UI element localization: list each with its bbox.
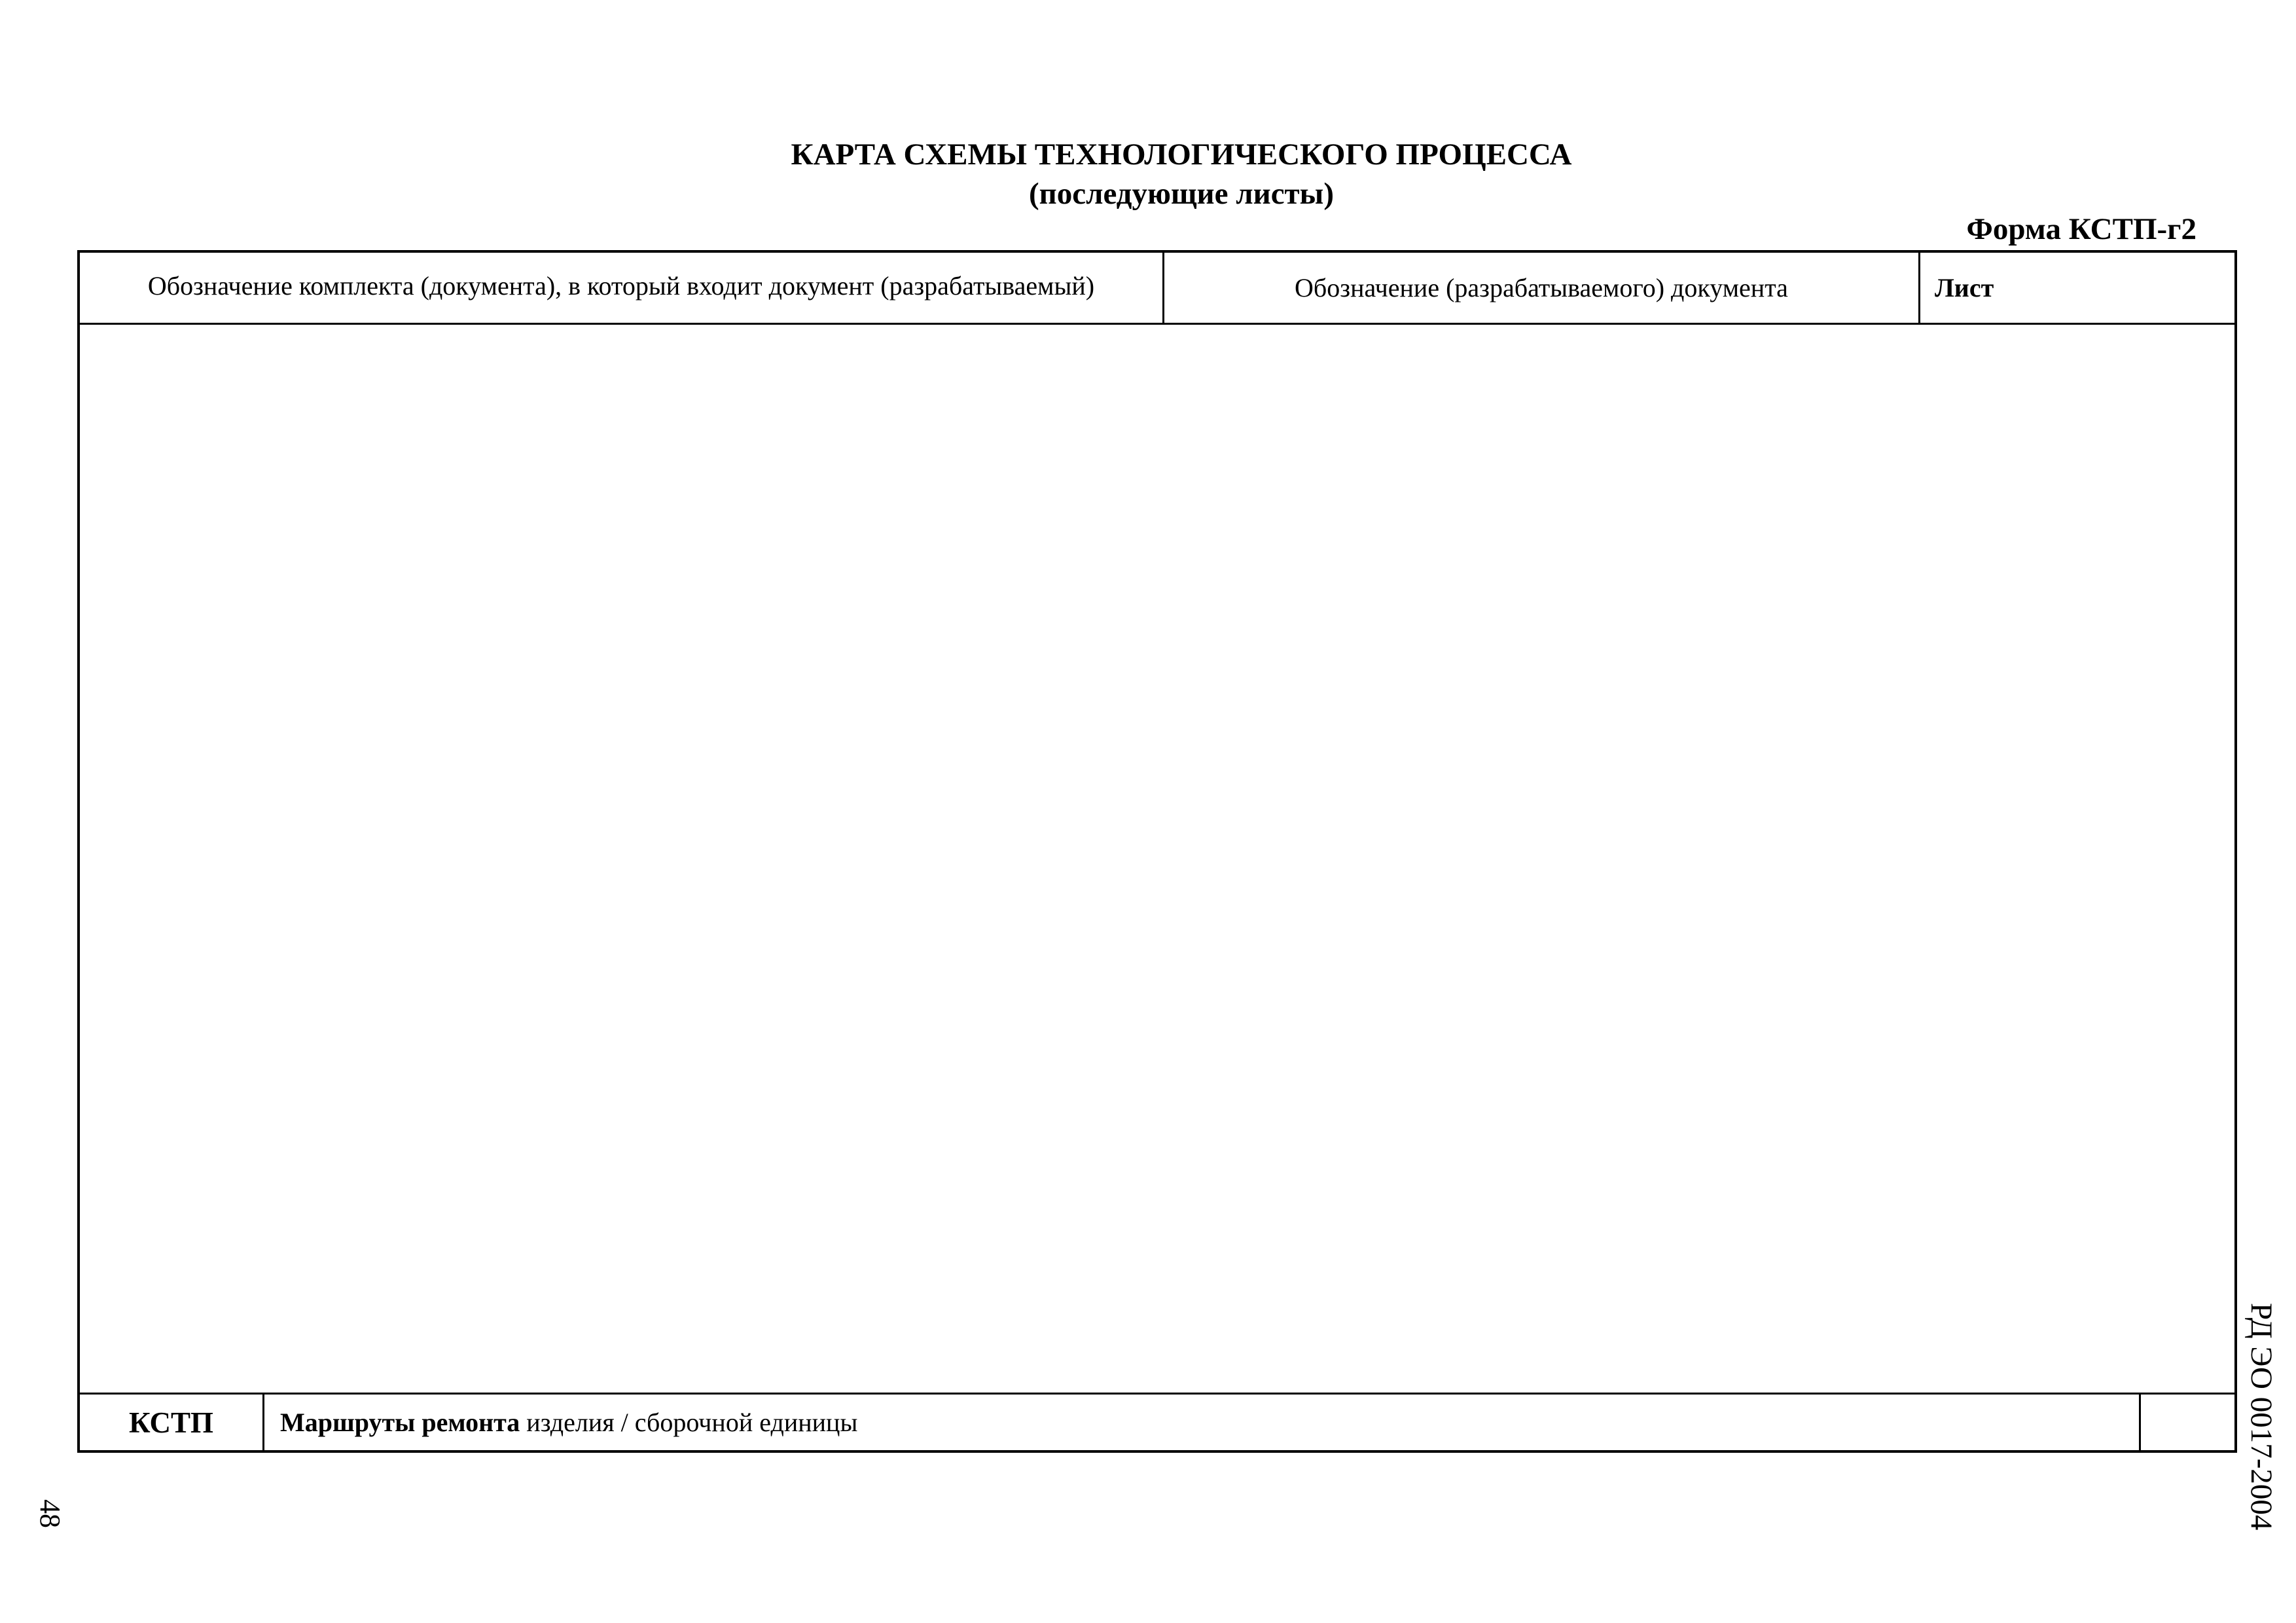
document-code-vertical: РД ЭО 0017-2004 [2244,1303,2278,1531]
footer-description [280,1407,857,1438]
form-label: Форма КСТП-г2 [1966,212,2197,246]
footer-description-rest: изделия / сборочной единицы [520,1408,858,1437]
header-sheet-cell [1920,253,2234,323]
header-row [80,253,2234,325]
form-frame [77,250,2237,1453]
header-document-label: Обозначение (разрабатываемого) документа [1295,273,1788,302]
page-number: 48 [34,1499,66,1528]
footer-row [80,1393,2234,1450]
header-document-cell [1164,253,1920,323]
footer-description-bold: Маршруты ремонта [280,1408,520,1437]
header-komplekt-label: Обозначение комплекта (документа), в который входит документ (разрабатываемый) [147,271,1095,301]
header-sheet-label: Лист [1935,273,1994,302]
header-komplekt-cell [80,253,1164,323]
form-subtitle: (последующие листы) [1028,177,1334,211]
footer-code-cell [80,1395,264,1450]
content-area [80,325,2234,1393]
footer-description-cell [264,1395,2141,1450]
form-title: КАРТА СХЕМЫ ТЕХНОЛОГИЧЕСКОГО ПРОЦЕССА [791,137,1572,172]
footer-code: КСТП [128,1406,214,1439]
footer-empty-cell [2141,1395,2234,1450]
